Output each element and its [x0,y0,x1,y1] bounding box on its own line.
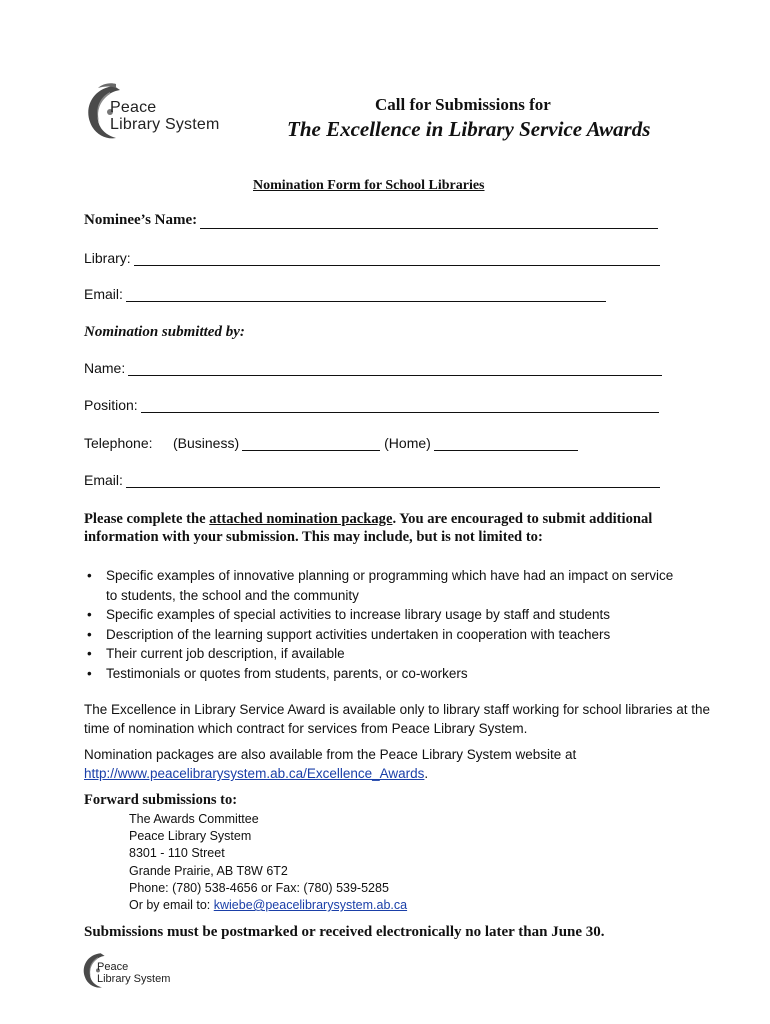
contact-email-link[interactable]: kwiebe@peacelibrarysystem.ab.ca [213,898,408,913]
list-item [84,625,684,645]
logo-text-line2: Library System [110,116,220,133]
list-item-text: Their current job description, if available [106,646,345,662]
availability-paragraph [84,745,714,783]
telephone-row [84,435,578,451]
telephone-label: Telephone: [84,435,153,451]
library-label: Library: [84,250,131,266]
bullet-icon: • [87,568,92,583]
position-label: Position: [84,397,138,413]
page-title-line2: The Excellence in Library Service Awards [287,117,651,141]
footer-logo-text-line1: Peace [97,961,129,973]
nominee-email-field[interactable] [126,288,606,302]
nominee-email-label: Email: [84,286,123,302]
email-line [129,897,407,914]
address-line: 8301 - 110 Street [129,846,225,861]
library-field[interactable] [134,252,660,266]
mailing-address [129,811,407,914]
submitter-email-label: Email: [84,472,123,488]
list-item-text: Testimonials or quotes from students, parents, or co-workers [106,665,468,681]
submitter-name-field[interactable] [128,362,662,376]
list-item-text: Specific examples of special activities to increase library usage by staff and students [106,607,611,623]
forward-heading: Forward submissions to: [84,792,238,808]
business-phone-label: (Business) [173,435,240,451]
page-title-line1: Call for Submissions for [375,95,551,114]
submitter-name-row [84,360,662,376]
address-line: Phone: (780) 538-4656 or Fax: (780) 539-5285 [129,880,389,895]
peace-library-system-logo [80,78,250,148]
bullet-icon: • [87,607,92,623]
suggestion-list [84,566,684,684]
logo-text-line1: Peace [110,99,157,116]
nominee-name-label: Nominee’s Name: [84,212,198,228]
business-phone-field[interactable] [242,437,380,451]
submitter-email-row [84,472,660,488]
nominee-name-row [84,212,658,229]
nominee-name-field[interactable] [200,215,658,229]
instructions-part1: Please complete the [84,511,210,527]
list-item [84,566,684,605]
availability-period: . [424,766,429,781]
instructions-part2: . You are encouraged to submit additional information with your submission. This may include, but is not limited to: [84,511,653,545]
address-line: The Awards Committee [129,812,259,826]
position-row [84,397,659,413]
footer-logo-text-line2: Library System [97,973,171,985]
nomination-package-link[interactable]: attached nomination package [209,511,393,527]
address-line: Peace Library System [129,829,252,844]
eligibility-paragraph: The Excellence in Library Service Award is available only to library staff working for school libraries at the time of nomination which contract for services from Peace Library System. [84,702,711,736]
bullet-icon: • [87,646,92,662]
form-title: Nomination Form for School Libraries [253,178,485,193]
list-item [84,644,684,664]
home-phone-label: (Home) [384,435,431,451]
address-line: Grande Prairie, AB T8W 6T2 [129,863,288,878]
availability-text: Nomination packages are also available from the Peace Library System website at [84,747,577,762]
library-row [84,250,660,266]
bullet-icon: • [87,665,92,681]
list-item [84,605,684,625]
list-item-text: Description of the learning support activities undertaken in cooperation with teachers [106,626,611,642]
home-phone-field[interactable] [434,437,578,451]
website-link[interactable]: http://www.peacelibrarysystem.ab.ca/Excellence_Awards [84,766,425,781]
submitted-by-heading: Nomination submitted by: [84,324,245,340]
deadline-notice: Submissions must be postmarked or received electronically no later than June 30. [84,924,605,940]
bullet-icon: • [87,626,92,642]
submitter-email-field[interactable] [126,474,660,488]
submitter-name-label: Name: [84,360,126,376]
list-item-text: Specific examples of innovative planning or programming which have had an impact on service to students, the school and the community [106,568,674,603]
footer-logo [78,948,188,994]
instructions-paragraph [84,510,704,546]
email-prefix: Or by email to: [129,898,214,913]
list-item [84,664,684,684]
nominee-email-row [84,286,606,302]
position-field[interactable] [141,399,659,413]
